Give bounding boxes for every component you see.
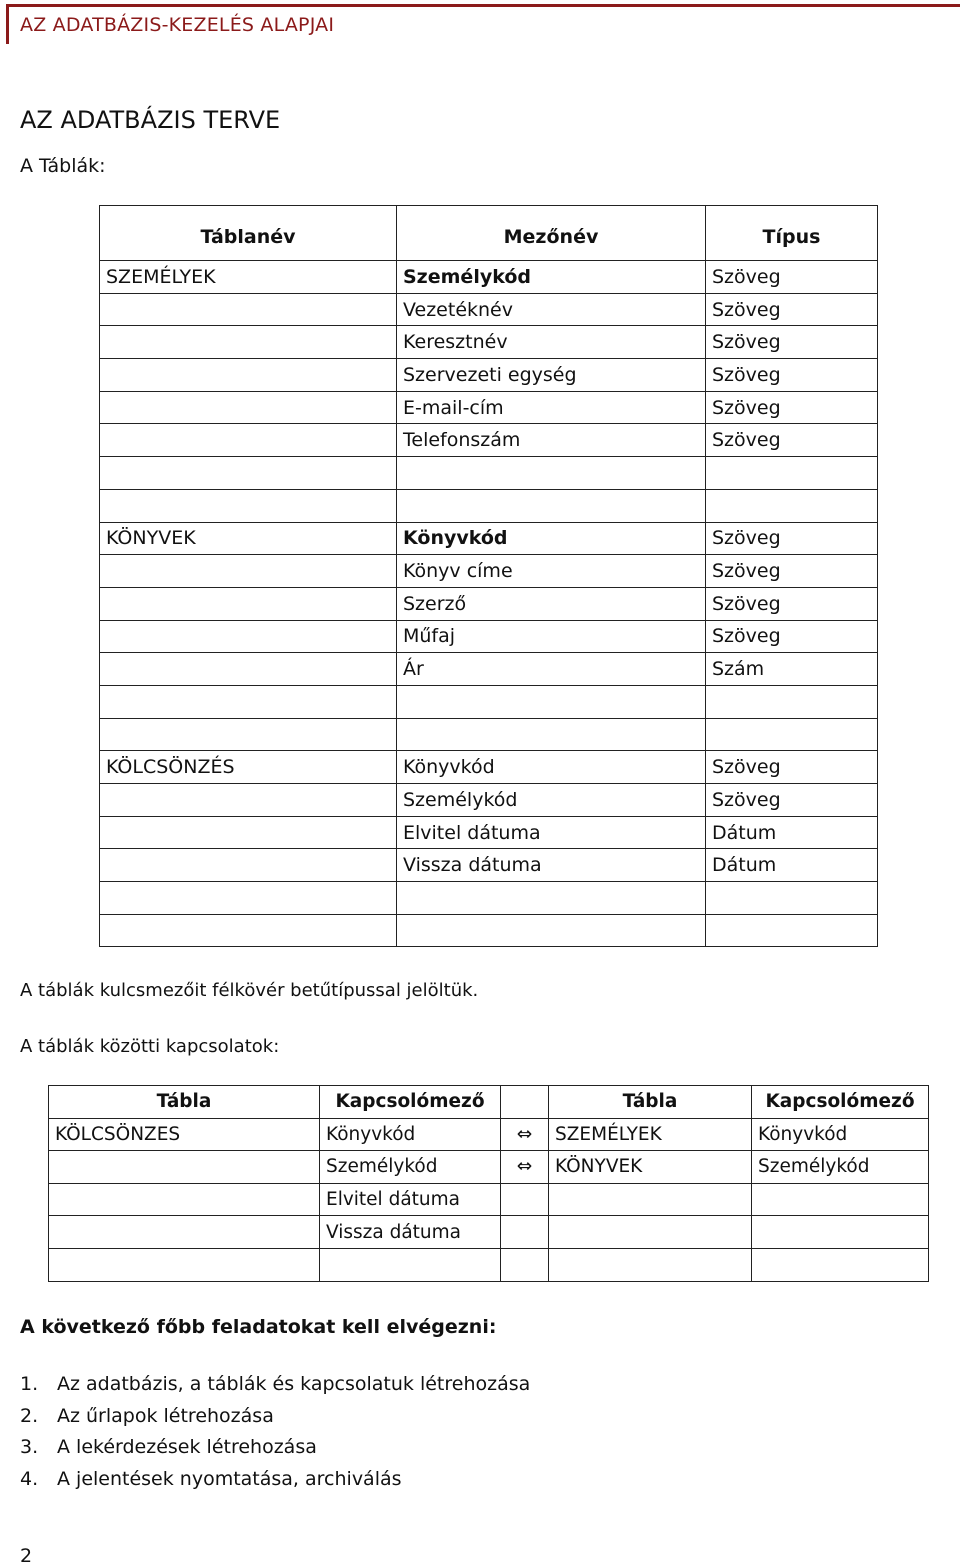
table-name-cell [100,882,397,915]
table-row [100,784,878,817]
task-item [20,1370,530,1402]
field-type-cell: Szöveg [706,751,878,784]
table-name-cell: KÖLCSÖNZÉS [100,751,397,784]
field-type-cell [706,914,878,947]
table-name-cell [100,326,397,359]
field-type-cell [706,882,878,915]
table-row [100,751,878,784]
page-number: 2 [20,1545,33,1567]
table-name-cell [100,718,397,751]
task-item [20,1465,530,1497]
field-type-cell: Szöveg [706,587,878,620]
table-name-cell [100,457,397,490]
field-type-cell: Szöveg [706,359,878,392]
table-row [100,653,878,686]
table-name-cell [100,424,397,457]
field-type-cell: Szöveg [706,424,878,457]
relation-row [49,1216,929,1249]
table-name-cell [100,653,397,686]
task-number: 3. [20,1436,39,1458]
field-type-cell: Szöveg [706,326,878,359]
tables-grid-header-cell: Táblanév [100,206,397,261]
field-name-cell [397,882,706,915]
table-row [100,391,878,424]
field-name-cell: Elvitel dátuma [397,816,706,849]
tables-grid [99,205,878,947]
field-type-cell: Szöveg [706,555,878,588]
tables-grid-header-cell: Típus [706,206,878,261]
field-name-cell: Vezetéknév [397,293,706,326]
field-name-cell: Ár [397,653,706,686]
field-type-cell: Szöveg [706,391,878,424]
task-text: Az adatbázis, a táblák és kapcsolatuk létrehozása [57,1373,531,1395]
relation-field-cell: Személykód [320,1151,501,1184]
field-type-cell [706,718,878,751]
table-name-cell [100,784,397,817]
field-name-cell [397,718,706,751]
relations-grid [48,1085,929,1282]
relations-grid-header-cell [501,1086,549,1119]
section-title: AZ ADATBÁZIS TERVE [20,106,281,134]
table-name-cell [100,620,397,653]
field-name-cell [397,489,706,522]
field-name-cell [397,914,706,947]
relation-arrow-icon [501,1216,549,1249]
table-name-cell [100,391,397,424]
field-type-cell: Szöveg [706,293,878,326]
table-row [100,522,878,555]
table-row [100,685,878,718]
field-type-cell: Dátum [706,849,878,882]
table-row [100,882,878,915]
table-name-cell [100,849,397,882]
relations-grid-header-cell: Kapcsolómező [752,1086,929,1119]
table-name-cell [100,914,397,947]
field-type-cell: Szöveg [706,261,878,294]
table-row [100,489,878,522]
field-name-cell: Könyvkód [397,751,706,784]
relation-row [49,1151,929,1184]
relation-target-field-cell: Könyvkód [752,1118,929,1151]
table-row [100,718,878,751]
relation-row [49,1118,929,1151]
key-note: A táblák kulcsmezőit félkövér betűtípussal jelöltük. [20,980,479,1001]
field-name-cell: Szerző [397,587,706,620]
table-name-cell [100,293,397,326]
table-row [100,424,878,457]
table-row [100,849,878,882]
field-name-cell: Szervezeti egység [397,359,706,392]
table-row [100,620,878,653]
relation-arrow-icon [501,1248,549,1281]
relation-arrow-icon [501,1183,549,1216]
table-name-cell: SZEMÉLYEK [100,261,397,294]
field-name-cell: Vissza dátuma [397,849,706,882]
task-number: 4. [20,1467,39,1490]
tasks-list [20,1370,530,1496]
table-row [100,587,878,620]
relation-row [49,1183,929,1216]
table-name-cell [100,587,397,620]
table-row [100,555,878,588]
relation-target-table-cell: SZEMÉLYEK [549,1118,752,1151]
relation-target-field-cell [752,1216,929,1249]
tables-label: A Táblák: [20,155,106,177]
relation-target-field-cell: Személykód [752,1151,929,1184]
relation-field-cell [320,1248,501,1281]
field-type-cell [706,489,878,522]
field-name-cell: Személykód [397,261,706,294]
page-header-title: AZ ADATBÁZIS-KEZELÉS ALAPJAI [20,14,335,36]
task-text: A lekérdezések létrehozása [57,1436,317,1458]
field-type-cell: Szöveg [706,522,878,555]
relation-target-field-cell [752,1248,929,1281]
task-number: 1. [20,1373,39,1395]
field-type-cell: Szöveg [706,620,878,653]
relation-arrow-icon: ⇔ [501,1118,549,1151]
relation-table-cell [49,1216,320,1249]
task-item [20,1402,530,1434]
field-type-cell: Dátum [706,816,878,849]
relation-field-cell: Elvitel dátuma [320,1183,501,1216]
table-row [100,326,878,359]
task-text: Az űrlapok létrehozása [57,1404,274,1427]
relation-row [49,1248,929,1281]
relation-target-table-cell [549,1216,752,1249]
relations-grid-header-cell: Tábla [49,1086,320,1119]
field-name-cell [397,685,706,718]
relations-grid-header-cell: Tábla [549,1086,752,1119]
table-row [100,261,878,294]
relation-field-cell: Vissza dátuma [320,1216,501,1249]
relation-field-cell: Könyvkód [320,1118,501,1151]
relations-grid-header-cell: Kapcsolómező [320,1086,501,1119]
field-name-cell: Könyv címe [397,555,706,588]
tables-grid-header-cell: Mezőnév [397,206,706,261]
relation-target-table-cell [549,1248,752,1281]
table-name-cell [100,816,397,849]
relation-target-table-cell [549,1183,752,1216]
field-name-cell: Telefonszám [397,424,706,457]
table-row [100,457,878,490]
task-item [20,1433,530,1465]
table-name-cell: KÖNYVEK [100,522,397,555]
field-type-cell [706,685,878,718]
relations-grid-header-row [49,1086,929,1119]
field-name-cell: Személykód [397,784,706,817]
table-row [100,816,878,849]
field-type-cell: Szám [706,653,878,686]
table-name-cell [100,489,397,522]
relation-target-table-cell: KÖNYVEK [549,1151,752,1184]
relation-target-field-cell [752,1183,929,1216]
field-name-cell [397,457,706,490]
relation-table-cell: KÖLCSÖNZES [49,1118,320,1151]
field-name-cell: Keresztnév [397,326,706,359]
relations-label: A táblák közötti kapcsolatok: [20,1036,280,1057]
field-type-cell [706,457,878,490]
tasks-title: A következő főbb feladatokat kell elvégezni: [20,1316,497,1338]
table-name-cell [100,359,397,392]
relation-table-cell [49,1151,320,1184]
table-name-cell [100,685,397,718]
field-name-cell: E-mail-cím [397,391,706,424]
relation-table-cell [49,1183,320,1216]
relation-table-cell [49,1248,320,1281]
relation-arrow-icon: ⇔ [501,1151,549,1184]
field-name-cell: Műfaj [397,620,706,653]
tables-grid-header-row [100,206,878,261]
table-row [100,293,878,326]
field-type-cell: Szöveg [706,784,878,817]
field-name-cell: Könyvkód [397,522,706,555]
table-name-cell [100,555,397,588]
task-number: 2. [20,1404,39,1427]
task-text: A jelentések nyomtatása, archiválás [57,1467,402,1490]
table-row [100,359,878,392]
table-row [100,914,878,947]
